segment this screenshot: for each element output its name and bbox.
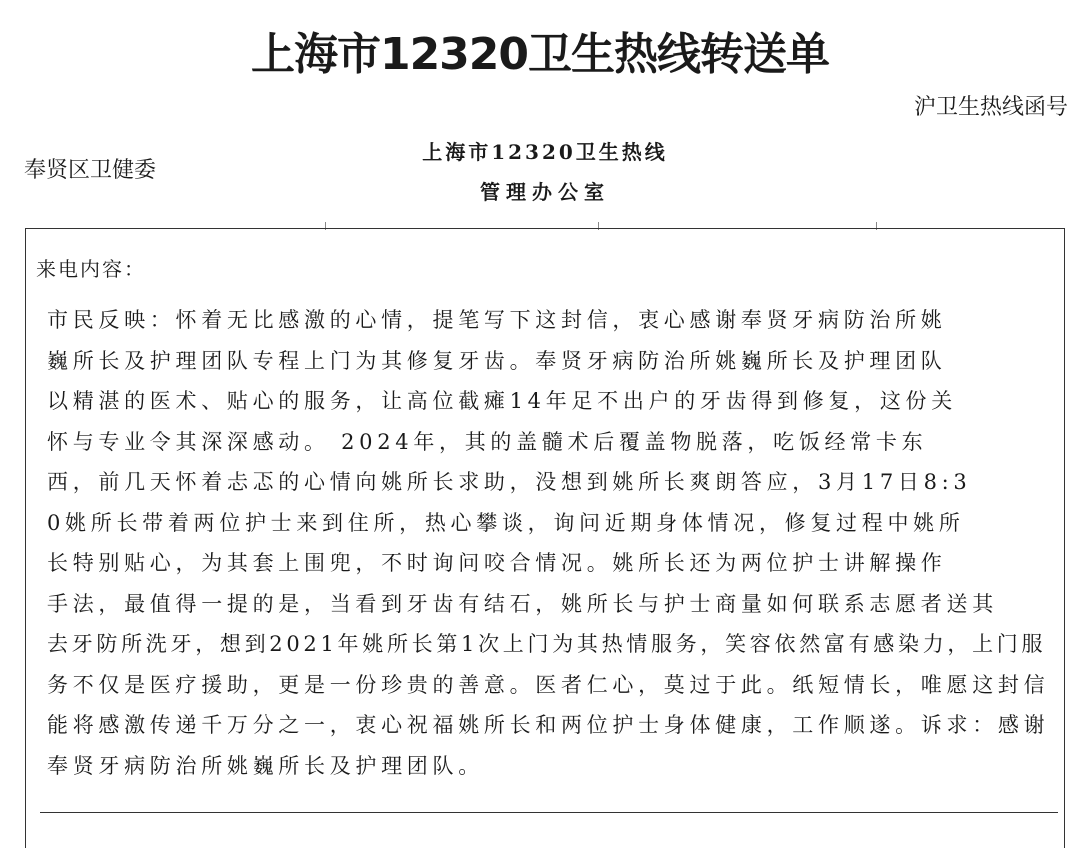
content-line: 市民反映：怀着无比感激的心情，提笔写下这封信，衷心感谢奉贤牙病防治所姚 [47, 308, 947, 332]
content-line: 长特别贴心，为其套上围兜，不时询问咬合情况。姚所长还为两位护士讲解操作 [47, 551, 947, 575]
bottom-divider [40, 812, 1058, 813]
content-line: 奉贤牙病防治所姚巍所长及护理团队。 [47, 753, 484, 778]
sender-name-line2: 管理办公室 [480, 180, 610, 204]
content-line: 手法，最值得一提的是，当看到牙齿有结石，姚所长与护士商量如何联系志愿者送其 [47, 591, 998, 616]
content-line: 以精湛的医术、贴心的服务，让高位截瘫14年足不出户的牙齿得到修复，这份关 [47, 389, 957, 413]
content-line: 务不仅是医疗援助，更是一份珍贵的善意。医者仁心，莫过于此。纸短情长，唯愿这封信 [47, 672, 1050, 697]
reference-number-label: 沪卫生热线函号 [913, 95, 1068, 120]
content-line: 西，前几天怀着忐忑的心情向姚所长求助，没想到姚所长爽朗答应，3月17日8:3 [47, 470, 972, 494]
content-label: 来电内容： [36, 257, 146, 281]
content-line: 0姚所长带着两位护士来到住所，热心攀谈，询问近期身体情况，修复过程中姚所 [47, 510, 965, 535]
content-line: 去牙防所洗牙，想到2021年姚所长第1次上门为其热情服务，笑容依然富有感染力，上门服 [47, 632, 1047, 656]
content-line: 怀与专业令其深深感动。 2024年，其的盖髓术后覆盖物脱落，吃饭经常卡东 [47, 429, 928, 454]
content-body [47, 300, 1050, 786]
recipient-department: 奉贤区卫健委 [24, 158, 157, 183]
sender-name-line1: 上海市12320卫生热线 [422, 140, 668, 164]
document-title: 上海市12320卫生热线转送单 [250, 29, 830, 80]
content-line: 能将感激传递千万分之一，衷心祝福姚所长和两位护士身体健康，工作顺遂。诉求：感谢 [47, 713, 1050, 737]
content-line: 巍所长及护理团队专程上门为其修复牙齿。奉贤牙病防治所姚巍所长及护理团队 [47, 348, 947, 373]
